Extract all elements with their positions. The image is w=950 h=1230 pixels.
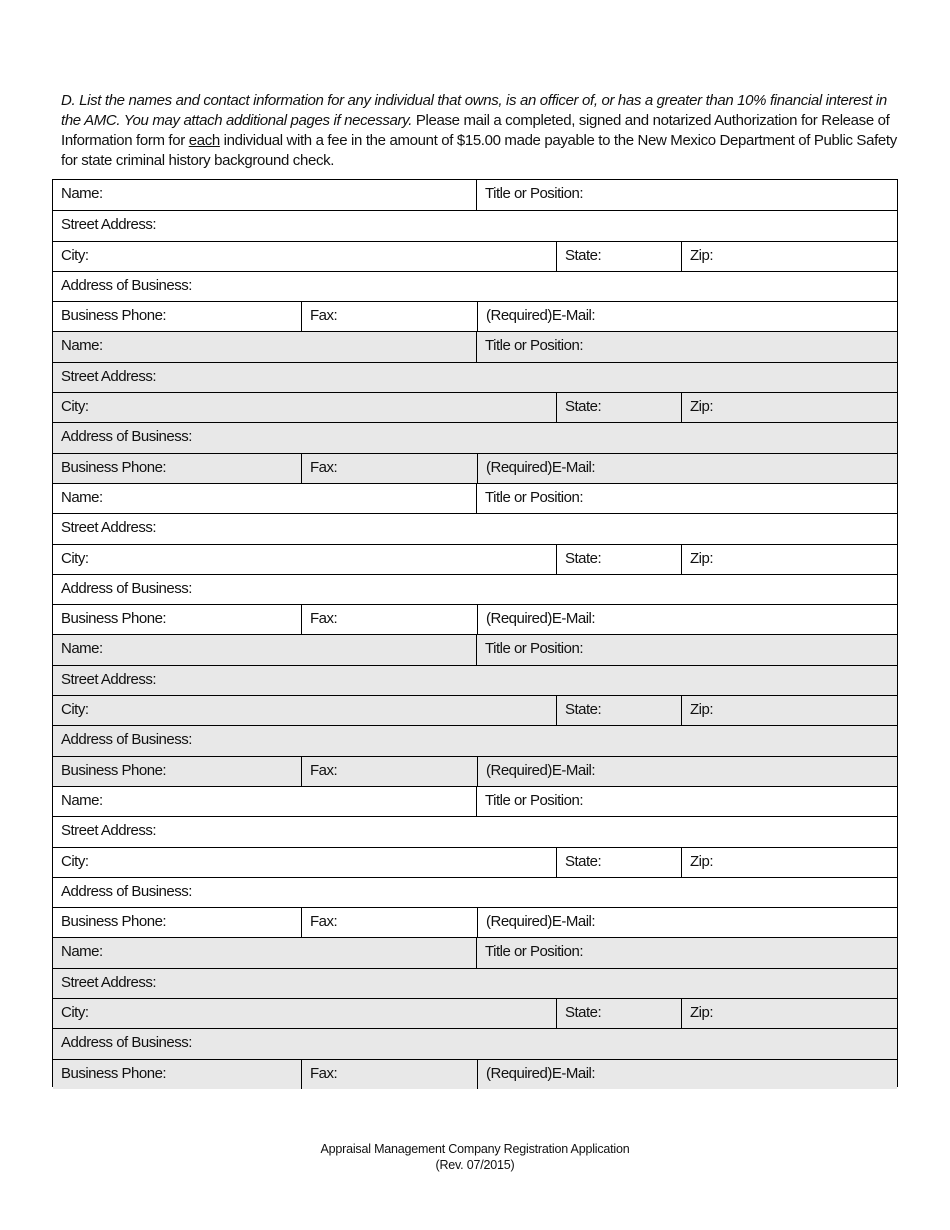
form-row [53, 301, 897, 331]
individual-block [53, 331, 897, 482]
business-address-field-label: Address of Business: [61, 276, 192, 294]
form-row [53, 725, 897, 755]
form-row [53, 574, 897, 604]
name-field[interactable] [53, 180, 476, 210]
fax-field-label: Fax: [310, 1064, 338, 1082]
city-field-label: City: [61, 701, 89, 719]
street-address-field[interactable] [53, 363, 897, 392]
street-address-field-label: Street Address: [61, 973, 157, 991]
title-field-label: Title or Position: [485, 791, 583, 809]
name-field-label: Name: [61, 640, 103, 658]
city-field[interactable] [53, 242, 556, 271]
name-field-label: Name: [61, 488, 103, 506]
individual-block [53, 634, 897, 785]
business-address-field[interactable] [53, 575, 897, 604]
form-row [53, 180, 897, 210]
business-address-field-label: Address of Business: [61, 882, 192, 900]
business-address-field[interactable] [53, 1029, 897, 1058]
instructions-part3: each [188, 132, 220, 149]
city-field-label: City: [61, 549, 89, 567]
street-address-field[interactable] [53, 666, 897, 695]
instructions-paragraph [61, 91, 901, 171]
fax-field[interactable] [301, 1060, 477, 1089]
business-address-field[interactable] [53, 878, 897, 907]
business-phone-field-label: Business Phone: [61, 913, 167, 931]
business-phone-field-label: Business Phone: [61, 1064, 167, 1082]
state-field[interactable] [556, 545, 681, 574]
title-field-label: Title or Position: [485, 185, 583, 202]
email-field[interactable] [477, 757, 897, 786]
title-field[interactable] [476, 787, 897, 816]
business-phone-field[interactable] [53, 908, 301, 937]
zip-field[interactable] [681, 999, 897, 1028]
state-field[interactable] [556, 242, 681, 271]
individual-block [53, 786, 897, 937]
form-row [53, 331, 897, 361]
form-row [53, 998, 897, 1028]
form-row [53, 968, 897, 998]
zip-field[interactable] [681, 696, 897, 725]
business-address-field[interactable] [53, 423, 897, 452]
form-row [53, 937, 897, 967]
street-address-field-label: Street Address: [61, 670, 157, 688]
street-address-field-label: Street Address: [61, 367, 157, 385]
city-field-label: City: [61, 852, 89, 870]
title-field[interactable] [476, 180, 897, 210]
business-address-field[interactable] [53, 726, 897, 755]
email-field-label: (Required)E-Mail: [486, 913, 596, 931]
street-address-field[interactable] [53, 514, 897, 543]
individuals-form-table [52, 179, 898, 1087]
individual-block [53, 937, 897, 1088]
email-field[interactable] [477, 1060, 897, 1089]
individual-block [53, 483, 897, 634]
name-field-label: Name: [61, 185, 103, 202]
title-field[interactable] [476, 484, 897, 513]
email-field[interactable] [477, 302, 897, 331]
business-phone-field-label: Business Phone: [61, 610, 167, 628]
name-field[interactable] [53, 938, 476, 967]
instructions-part1: D. List the names and contact information for any individual that owns, is an officer of, or has a greater than 10% financial interest in the AMC. You may attach additional pages if necessary. [61, 92, 887, 129]
title-field-label: Title or Position: [485, 337, 583, 355]
form-row [53, 513, 897, 543]
business-phone-field[interactable] [53, 302, 301, 331]
fax-field[interactable] [301, 908, 477, 937]
fax-field-label: Fax: [310, 913, 338, 931]
title-field[interactable] [476, 938, 897, 967]
state-field[interactable] [556, 848, 681, 877]
name-field[interactable] [53, 635, 476, 664]
form-row [53, 604, 897, 634]
individual-block [53, 180, 897, 331]
city-field-label: City: [61, 246, 89, 264]
business-phone-field-label: Business Phone: [61, 307, 167, 325]
city-field[interactable] [53, 545, 556, 574]
street-address-field-label: Street Address: [61, 519, 157, 537]
instructions-part4: individual with a fee in the amount of $15.00 made payable to the New Mexico Department of Public Safety for state criminal history background check. [61, 132, 897, 169]
state-field-label: State: [565, 549, 602, 567]
form-row [53, 241, 897, 271]
form-row [53, 634, 897, 664]
form-row [53, 695, 897, 725]
business-phone-field[interactable] [53, 454, 301, 483]
zip-field[interactable] [681, 393, 897, 422]
business-address-field-label: Address of Business: [61, 428, 192, 446]
form-row [53, 665, 897, 695]
street-address-field[interactable] [53, 817, 897, 846]
form-row [53, 847, 897, 877]
zip-field[interactable] [681, 545, 897, 574]
form-row [53, 362, 897, 392]
state-field-label: State: [565, 852, 602, 870]
name-field-label: Name: [61, 791, 103, 809]
name-field[interactable] [53, 332, 476, 361]
form-row [53, 453, 897, 483]
title-field[interactable] [476, 332, 897, 361]
zip-field-label: Zip: [690, 701, 714, 719]
fax-field[interactable] [301, 605, 477, 634]
city-field[interactable] [53, 393, 556, 422]
fax-field[interactable] [301, 757, 477, 786]
form-row [53, 877, 897, 907]
instructions-part2: Please mail a completed, signed and notarized Authorization for Release of Information form for [61, 112, 890, 149]
email-field[interactable] [477, 605, 897, 634]
title-field-label: Title or Position: [485, 943, 583, 961]
fax-field-label: Fax: [310, 610, 338, 628]
zip-field-label: Zip: [690, 1004, 714, 1022]
business-phone-field-label: Business Phone: [61, 761, 167, 779]
state-field[interactable] [556, 999, 681, 1028]
business-address-field-label: Address of Business: [61, 579, 192, 597]
name-field-label: Name: [61, 943, 103, 961]
email-field[interactable] [477, 454, 897, 483]
page-footer [0, 1141, 950, 1173]
street-address-field-label: Street Address: [61, 216, 157, 234]
business-phone-field-label: Business Phone: [61, 458, 167, 476]
fax-field-label: Fax: [310, 761, 338, 779]
street-address-field[interactable] [53, 211, 897, 240]
form-row [53, 210, 897, 240]
form-row [53, 1059, 897, 1089]
form-row [53, 907, 897, 937]
email-field-label: (Required)E-Mail: [486, 458, 596, 476]
business-address-field-label: Address of Business: [61, 731, 192, 749]
title-field[interactable] [476, 635, 897, 664]
email-field-label: (Required)E-Mail: [486, 307, 596, 325]
email-field-label: (Required)E-Mail: [486, 761, 596, 779]
business-phone-field[interactable] [53, 757, 301, 786]
form-row [53, 816, 897, 846]
zip-field-label: Zip: [690, 549, 714, 567]
state-field-label: State: [565, 701, 602, 719]
business-address-field[interactable] [53, 272, 897, 301]
form-row [53, 422, 897, 452]
business-phone-field[interactable] [53, 605, 301, 634]
form-row [53, 483, 897, 513]
city-field[interactable] [53, 848, 556, 877]
fax-field[interactable] [301, 454, 477, 483]
business-phone-field[interactable] [53, 1060, 301, 1089]
city-field-label: City: [61, 398, 89, 416]
form-row [53, 786, 897, 816]
street-address-field[interactable] [53, 969, 897, 998]
zip-field[interactable] [681, 242, 897, 271]
form-row [53, 544, 897, 574]
name-field-label: Name: [61, 337, 103, 355]
form-row [53, 1028, 897, 1058]
state-field[interactable] [556, 393, 681, 422]
form-row [53, 271, 897, 301]
state-field-label: State: [565, 246, 602, 264]
state-field-label: State: [565, 398, 602, 416]
state-field[interactable] [556, 696, 681, 725]
state-field-label: State: [565, 1004, 602, 1022]
zip-field-label: Zip: [690, 398, 714, 416]
street-address-field-label: Street Address: [61, 822, 157, 840]
name-field[interactable] [53, 484, 476, 513]
zip-field-label: Zip: [690, 246, 714, 264]
email-field-label: (Required)E-Mail: [486, 610, 596, 628]
city-field[interactable] [53, 696, 556, 725]
name-field[interactable] [53, 787, 476, 816]
footer-revision: (Rev. 07/2015) [435, 1158, 515, 1172]
footer-title: Appraisal Management Company Registration Application [320, 1142, 630, 1156]
email-field-label: (Required)E-Mail: [486, 1064, 596, 1082]
fax-field-label: Fax: [310, 458, 338, 476]
zip-field-label: Zip: [690, 852, 714, 870]
title-field-label: Title or Position: [485, 488, 583, 506]
email-field[interactable] [477, 908, 897, 937]
form-row [53, 756, 897, 786]
business-address-field-label: Address of Business: [61, 1034, 192, 1052]
fax-field-label: Fax: [310, 307, 338, 325]
city-field[interactable] [53, 999, 556, 1028]
fax-field[interactable] [301, 302, 477, 331]
zip-field[interactable] [681, 848, 897, 877]
title-field-label: Title or Position: [485, 640, 583, 658]
city-field-label: City: [61, 1004, 89, 1022]
form-row [53, 392, 897, 422]
